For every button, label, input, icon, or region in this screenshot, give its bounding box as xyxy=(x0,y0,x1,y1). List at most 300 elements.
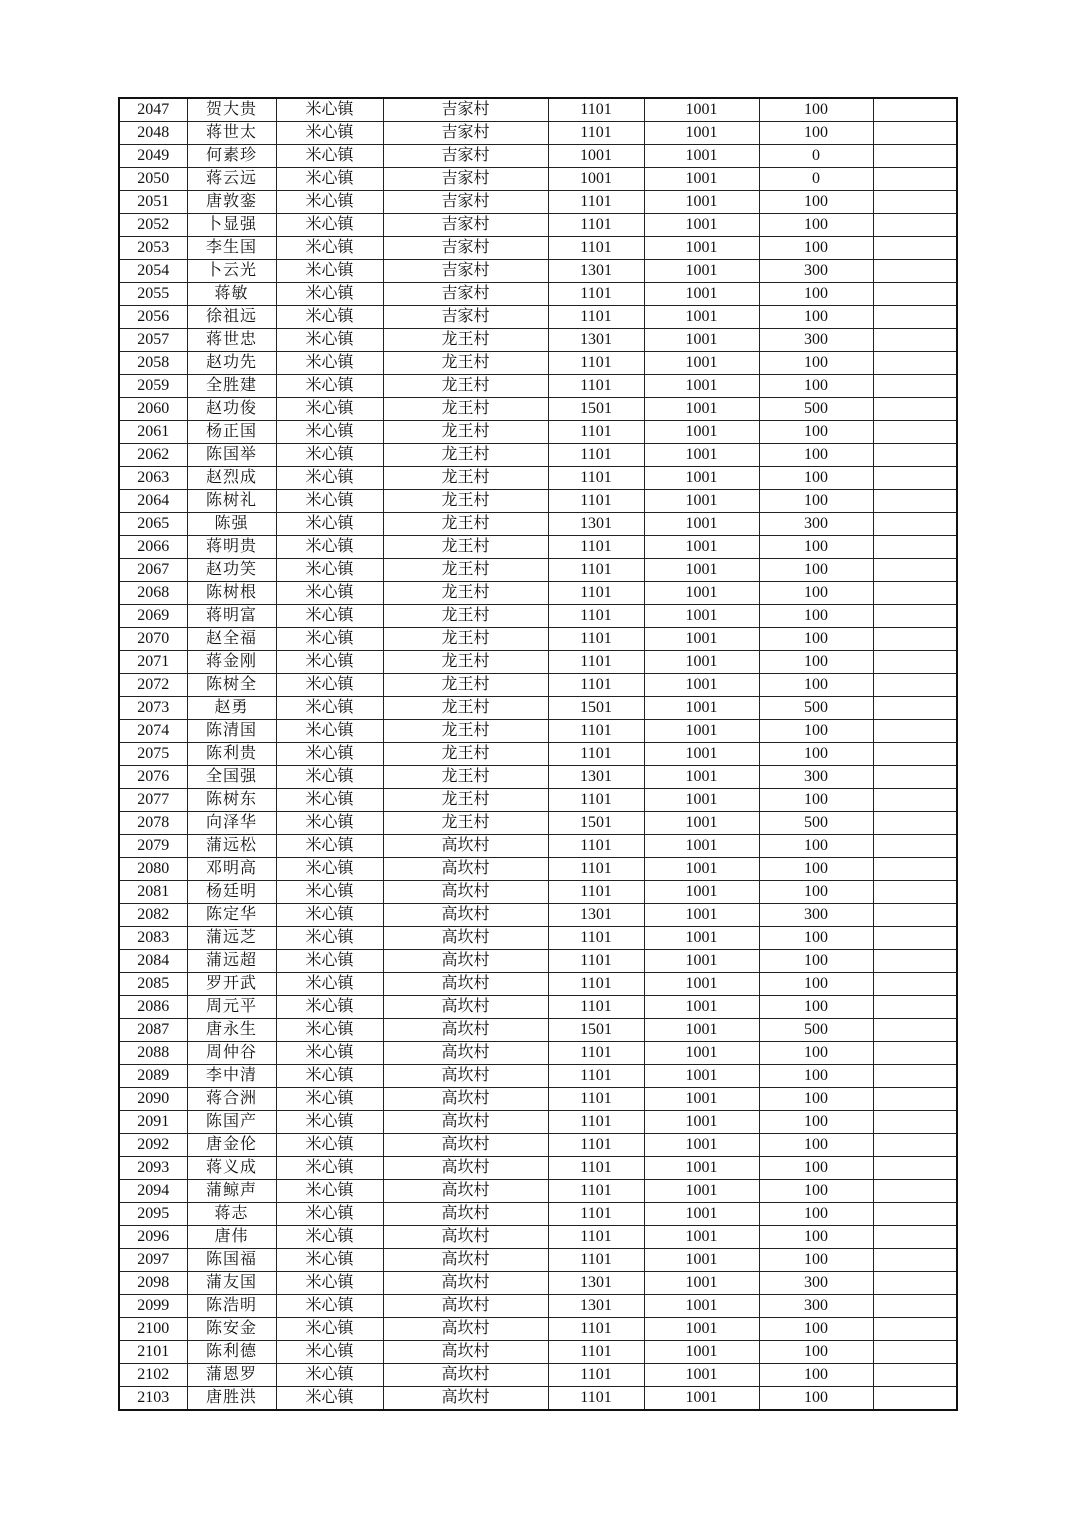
name-cell: 蒲恩罗 xyxy=(187,1364,276,1387)
table-row xyxy=(119,1364,957,1387)
code-b-cell: 1001 xyxy=(644,973,759,996)
amount-cell: 100 xyxy=(759,927,873,950)
name-cell: 陈树根 xyxy=(187,582,276,605)
code-a-cell: 1101 xyxy=(548,973,644,996)
amount-cell: 100 xyxy=(759,1203,873,1226)
amount-cell: 100 xyxy=(759,559,873,582)
code-a-cell: 1501 xyxy=(548,697,644,720)
remark-cell xyxy=(873,1249,957,1272)
serial-number-cell: 2101 xyxy=(119,1341,187,1364)
code-b-cell: 1001 xyxy=(644,191,759,214)
amount-cell: 100 xyxy=(759,743,873,766)
serial-number-cell: 2072 xyxy=(119,674,187,697)
table-row xyxy=(119,444,957,467)
code-b-cell: 1001 xyxy=(644,1387,759,1411)
remark-cell xyxy=(873,1111,957,1134)
amount-cell: 100 xyxy=(759,1387,873,1411)
code-a-cell: 1301 xyxy=(548,1272,644,1295)
name-cell: 唐敦銮 xyxy=(187,191,276,214)
table-row xyxy=(119,1272,957,1295)
table-row xyxy=(119,1249,957,1272)
remark-cell xyxy=(873,996,957,1019)
code-a-cell: 1101 xyxy=(548,1042,644,1065)
village-cell: 高坎村 xyxy=(383,835,548,858)
table-row xyxy=(119,1341,957,1364)
code-b-cell: 1001 xyxy=(644,927,759,950)
code-b-cell: 1001 xyxy=(644,1180,759,1203)
remark-cell xyxy=(873,812,957,835)
village-cell: 高坎村 xyxy=(383,1203,548,1226)
table-row xyxy=(119,1295,957,1318)
remark-cell xyxy=(873,191,957,214)
table-row xyxy=(119,98,957,122)
name-cell: 杨廷明 xyxy=(187,881,276,904)
code-a-cell: 1501 xyxy=(548,398,644,421)
name-cell: 陈浩明 xyxy=(187,1295,276,1318)
remark-cell xyxy=(873,467,957,490)
serial-number-cell: 2061 xyxy=(119,421,187,444)
town-cell: 米心镇 xyxy=(276,674,383,697)
table-row xyxy=(119,950,957,973)
code-a-cell: 1101 xyxy=(548,1180,644,1203)
name-cell: 蒋明贵 xyxy=(187,536,276,559)
remark-cell xyxy=(873,674,957,697)
table-row xyxy=(119,1065,957,1088)
village-cell: 龙王村 xyxy=(383,743,548,766)
code-b-cell: 1001 xyxy=(644,904,759,927)
name-cell: 蒋明富 xyxy=(187,605,276,628)
town-cell: 米心镇 xyxy=(276,927,383,950)
code-a-cell: 1101 xyxy=(548,1065,644,1088)
code-b-cell: 1001 xyxy=(644,628,759,651)
amount-cell: 100 xyxy=(759,1065,873,1088)
town-cell: 米心镇 xyxy=(276,1111,383,1134)
village-cell: 龙王村 xyxy=(383,628,548,651)
serial-number-cell: 2069 xyxy=(119,605,187,628)
town-cell: 米心镇 xyxy=(276,398,383,421)
remark-cell xyxy=(873,1180,957,1203)
remark-cell xyxy=(873,766,957,789)
table-row xyxy=(119,283,957,306)
remark-cell xyxy=(873,1203,957,1226)
remark-cell xyxy=(873,651,957,674)
village-cell: 吉家村 xyxy=(383,122,548,145)
serial-number-cell: 2055 xyxy=(119,283,187,306)
table-row xyxy=(119,927,957,950)
code-a-cell: 1101 xyxy=(548,306,644,329)
amount-cell: 500 xyxy=(759,812,873,835)
amount-cell: 100 xyxy=(759,421,873,444)
serial-number-cell: 2094 xyxy=(119,1180,187,1203)
name-cell: 陈国举 xyxy=(187,444,276,467)
town-cell: 米心镇 xyxy=(276,743,383,766)
town-cell: 米心镇 xyxy=(276,122,383,145)
village-cell: 吉家村 xyxy=(383,260,548,283)
code-b-cell: 1001 xyxy=(644,352,759,375)
amount-cell: 100 xyxy=(759,444,873,467)
amount-cell: 100 xyxy=(759,98,873,122)
town-cell: 米心镇 xyxy=(276,559,383,582)
town-cell: 米心镇 xyxy=(276,467,383,490)
name-cell: 周仲谷 xyxy=(187,1042,276,1065)
serial-number-cell: 2079 xyxy=(119,835,187,858)
town-cell: 米心镇 xyxy=(276,168,383,191)
village-cell: 吉家村 xyxy=(383,168,548,191)
remark-cell xyxy=(873,1157,957,1180)
code-b-cell: 1001 xyxy=(644,375,759,398)
serial-number-cell: 2059 xyxy=(119,375,187,398)
serial-number-cell: 2081 xyxy=(119,881,187,904)
remark-cell xyxy=(873,214,957,237)
town-cell: 米心镇 xyxy=(276,214,383,237)
table-row xyxy=(119,996,957,1019)
code-b-cell: 1001 xyxy=(644,98,759,122)
serial-number-cell: 2098 xyxy=(119,1272,187,1295)
table-row xyxy=(119,260,957,283)
table-row xyxy=(119,421,957,444)
town-cell: 米心镇 xyxy=(276,191,383,214)
amount-cell: 100 xyxy=(759,858,873,881)
name-cell: 邓明高 xyxy=(187,858,276,881)
town-cell: 米心镇 xyxy=(276,697,383,720)
village-cell: 龙王村 xyxy=(383,697,548,720)
code-a-cell: 1101 xyxy=(548,720,644,743)
town-cell: 米心镇 xyxy=(276,835,383,858)
amount-cell: 100 xyxy=(759,122,873,145)
town-cell: 米心镇 xyxy=(276,421,383,444)
code-b-cell: 1001 xyxy=(644,1157,759,1180)
code-a-cell: 1101 xyxy=(548,1226,644,1249)
serial-number-cell: 2099 xyxy=(119,1295,187,1318)
table-row xyxy=(119,1203,957,1226)
town-cell: 米心镇 xyxy=(276,973,383,996)
town-cell: 米心镇 xyxy=(276,513,383,536)
table-row xyxy=(119,628,957,651)
code-a-cell: 1301 xyxy=(548,766,644,789)
code-b-cell: 1001 xyxy=(644,283,759,306)
code-a-cell: 1301 xyxy=(548,1295,644,1318)
serial-number-cell: 2064 xyxy=(119,490,187,513)
serial-number-cell: 2103 xyxy=(119,1387,187,1411)
table-row xyxy=(119,766,957,789)
remark-cell xyxy=(873,1295,957,1318)
town-cell: 米心镇 xyxy=(276,720,383,743)
table-row xyxy=(119,605,957,628)
serial-number-cell: 2049 xyxy=(119,145,187,168)
code-b-cell: 1001 xyxy=(644,1341,759,1364)
amount-cell: 100 xyxy=(759,1180,873,1203)
village-cell: 龙王村 xyxy=(383,329,548,352)
name-cell: 蒲远芝 xyxy=(187,927,276,950)
table-row xyxy=(119,191,957,214)
village-cell: 龙王村 xyxy=(383,513,548,536)
remark-cell xyxy=(873,421,957,444)
town-cell: 米心镇 xyxy=(276,145,383,168)
village-cell: 龙王村 xyxy=(383,812,548,835)
code-b-cell: 1001 xyxy=(644,421,759,444)
town-cell: 米心镇 xyxy=(276,1226,383,1249)
table-row xyxy=(119,1088,957,1111)
serial-number-cell: 2048 xyxy=(119,122,187,145)
name-cell: 赵功笑 xyxy=(187,559,276,582)
village-cell: 龙王村 xyxy=(383,352,548,375)
code-a-cell: 1101 xyxy=(548,214,644,237)
remark-cell xyxy=(873,789,957,812)
amount-cell: 500 xyxy=(759,1019,873,1042)
name-cell: 蒲友国 xyxy=(187,1272,276,1295)
name-cell: 唐胜洪 xyxy=(187,1387,276,1411)
code-a-cell: 1101 xyxy=(548,996,644,1019)
amount-cell: 300 xyxy=(759,513,873,536)
table-row xyxy=(119,789,957,812)
town-cell: 米心镇 xyxy=(276,1203,383,1226)
remark-cell xyxy=(873,122,957,145)
town-cell: 米心镇 xyxy=(276,444,383,467)
amount-cell: 100 xyxy=(759,582,873,605)
table-row xyxy=(119,1111,957,1134)
code-b-cell: 1001 xyxy=(644,260,759,283)
code-a-cell: 1101 xyxy=(548,375,644,398)
code-a-cell: 1101 xyxy=(548,444,644,467)
serial-number-cell: 2052 xyxy=(119,214,187,237)
code-b-cell: 1001 xyxy=(644,950,759,973)
remark-cell xyxy=(873,973,957,996)
village-cell: 龙王村 xyxy=(383,720,548,743)
serial-number-cell: 2082 xyxy=(119,904,187,927)
code-a-cell: 1501 xyxy=(548,1019,644,1042)
remark-cell xyxy=(873,628,957,651)
amount-cell: 100 xyxy=(759,1088,873,1111)
table-row xyxy=(119,168,957,191)
amount-cell: 100 xyxy=(759,214,873,237)
village-cell: 高坎村 xyxy=(383,973,548,996)
amount-cell: 100 xyxy=(759,950,873,973)
remark-cell xyxy=(873,490,957,513)
amount-cell: 300 xyxy=(759,1272,873,1295)
village-cell: 龙王村 xyxy=(383,375,548,398)
village-cell: 高坎村 xyxy=(383,858,548,881)
serial-number-cell: 2084 xyxy=(119,950,187,973)
remark-cell xyxy=(873,98,957,122)
code-b-cell: 1001 xyxy=(644,329,759,352)
code-b-cell: 1001 xyxy=(644,559,759,582)
town-cell: 米心镇 xyxy=(276,1019,383,1042)
code-b-cell: 1001 xyxy=(644,697,759,720)
table-row xyxy=(119,858,957,881)
code-b-cell: 1001 xyxy=(644,1111,759,1134)
town-cell: 米心镇 xyxy=(276,375,383,398)
serial-number-cell: 2057 xyxy=(119,329,187,352)
table-row xyxy=(119,651,957,674)
code-a-cell: 1101 xyxy=(548,467,644,490)
table-row xyxy=(119,582,957,605)
name-cell: 周元平 xyxy=(187,996,276,1019)
serial-number-cell: 2076 xyxy=(119,766,187,789)
serial-number-cell: 2068 xyxy=(119,582,187,605)
code-b-cell: 1001 xyxy=(644,835,759,858)
village-cell: 吉家村 xyxy=(383,283,548,306)
amount-cell: 300 xyxy=(759,329,873,352)
village-cell: 高坎村 xyxy=(383,881,548,904)
serial-number-cell: 2087 xyxy=(119,1019,187,1042)
village-cell: 高坎村 xyxy=(383,1065,548,1088)
name-cell: 陈清国 xyxy=(187,720,276,743)
serial-number-cell: 2056 xyxy=(119,306,187,329)
code-a-cell: 1001 xyxy=(548,168,644,191)
amount-cell: 100 xyxy=(759,881,873,904)
town-cell: 米心镇 xyxy=(276,996,383,1019)
code-a-cell: 1101 xyxy=(548,835,644,858)
name-cell: 陈国福 xyxy=(187,1249,276,1272)
name-cell: 陈国产 xyxy=(187,1111,276,1134)
table-row xyxy=(119,145,957,168)
serial-number-cell: 2054 xyxy=(119,260,187,283)
town-cell: 米心镇 xyxy=(276,1272,383,1295)
code-b-cell: 1001 xyxy=(644,674,759,697)
town-cell: 米心镇 xyxy=(276,766,383,789)
town-cell: 米心镇 xyxy=(276,582,383,605)
serial-number-cell: 2090 xyxy=(119,1088,187,1111)
village-cell: 吉家村 xyxy=(383,191,548,214)
remark-cell xyxy=(873,444,957,467)
village-cell: 龙王村 xyxy=(383,651,548,674)
town-cell: 米心镇 xyxy=(276,605,383,628)
remark-cell xyxy=(873,306,957,329)
remark-cell xyxy=(873,950,957,973)
code-a-cell: 1101 xyxy=(548,1387,644,1411)
code-a-cell: 1101 xyxy=(548,1111,644,1134)
name-cell: 赵勇 xyxy=(187,697,276,720)
name-cell: 何素珍 xyxy=(187,145,276,168)
code-a-cell: 1101 xyxy=(548,559,644,582)
code-a-cell: 1101 xyxy=(548,536,644,559)
serial-number-cell: 2070 xyxy=(119,628,187,651)
serial-number-cell: 2083 xyxy=(119,927,187,950)
remark-cell xyxy=(873,1019,957,1042)
code-a-cell: 1101 xyxy=(548,651,644,674)
code-b-cell: 1001 xyxy=(644,1364,759,1387)
code-b-cell: 1001 xyxy=(644,444,759,467)
serial-number-cell: 2063 xyxy=(119,467,187,490)
code-a-cell: 1301 xyxy=(548,513,644,536)
code-a-cell: 1101 xyxy=(548,789,644,812)
serial-number-cell: 2050 xyxy=(119,168,187,191)
code-a-cell: 1301 xyxy=(548,260,644,283)
name-cell: 杨正国 xyxy=(187,421,276,444)
name-cell: 蒋敏 xyxy=(187,283,276,306)
village-cell: 高坎村 xyxy=(383,1295,548,1318)
code-a-cell: 1101 xyxy=(548,421,644,444)
town-cell: 米心镇 xyxy=(276,306,383,329)
remark-cell xyxy=(873,881,957,904)
code-b-cell: 1001 xyxy=(644,122,759,145)
village-cell: 吉家村 xyxy=(383,214,548,237)
remark-cell xyxy=(873,329,957,352)
town-cell: 米心镇 xyxy=(276,283,383,306)
town-cell: 米心镇 xyxy=(276,260,383,283)
table-row xyxy=(119,1042,957,1065)
name-cell: 蒋云远 xyxy=(187,168,276,191)
amount-cell: 100 xyxy=(759,1318,873,1341)
serial-number-cell: 2095 xyxy=(119,1203,187,1226)
serial-number-cell: 2058 xyxy=(119,352,187,375)
serial-number-cell: 2093 xyxy=(119,1157,187,1180)
code-b-cell: 1001 xyxy=(644,582,759,605)
village-cell: 吉家村 xyxy=(383,306,548,329)
name-cell: 蒋志 xyxy=(187,1203,276,1226)
name-cell: 赵功俊 xyxy=(187,398,276,421)
village-cell: 龙王村 xyxy=(383,766,548,789)
town-cell: 米心镇 xyxy=(276,329,383,352)
remark-cell xyxy=(873,697,957,720)
code-b-cell: 1001 xyxy=(644,513,759,536)
code-b-cell: 1001 xyxy=(644,536,759,559)
table-row xyxy=(119,1387,957,1411)
remark-cell xyxy=(873,835,957,858)
serial-number-cell: 2102 xyxy=(119,1364,187,1387)
town-cell: 米心镇 xyxy=(276,881,383,904)
name-cell: 李生国 xyxy=(187,237,276,260)
village-cell: 龙王村 xyxy=(383,536,548,559)
remark-cell xyxy=(873,927,957,950)
code-b-cell: 1001 xyxy=(644,1226,759,1249)
village-cell: 高坎村 xyxy=(383,1134,548,1157)
code-b-cell: 1001 xyxy=(644,1134,759,1157)
amount-cell: 500 xyxy=(759,398,873,421)
name-cell: 陈树东 xyxy=(187,789,276,812)
name-cell: 陈定华 xyxy=(187,904,276,927)
code-b-cell: 1001 xyxy=(644,168,759,191)
code-a-cell: 1101 xyxy=(548,1249,644,1272)
amount-cell: 100 xyxy=(759,306,873,329)
serial-number-cell: 2080 xyxy=(119,858,187,881)
code-b-cell: 1001 xyxy=(644,996,759,1019)
town-cell: 米心镇 xyxy=(276,858,383,881)
code-b-cell: 1001 xyxy=(644,651,759,674)
name-cell: 蒲远松 xyxy=(187,835,276,858)
amount-cell: 100 xyxy=(759,973,873,996)
serial-number-cell: 2051 xyxy=(119,191,187,214)
name-cell: 蒲远超 xyxy=(187,950,276,973)
remark-cell xyxy=(873,1387,957,1411)
code-b-cell: 1001 xyxy=(644,1272,759,1295)
amount-cell: 100 xyxy=(759,375,873,398)
remark-cell xyxy=(873,1341,957,1364)
amount-cell: 100 xyxy=(759,536,873,559)
name-cell: 全胜建 xyxy=(187,375,276,398)
village-cell: 高坎村 xyxy=(383,1019,548,1042)
town-cell: 米心镇 xyxy=(276,1157,383,1180)
amount-cell: 100 xyxy=(759,651,873,674)
village-cell: 高坎村 xyxy=(383,1180,548,1203)
remark-cell xyxy=(873,145,957,168)
serial-number-cell: 2089 xyxy=(119,1065,187,1088)
code-a-cell: 1101 xyxy=(548,98,644,122)
code-b-cell: 1001 xyxy=(644,306,759,329)
town-cell: 米心镇 xyxy=(276,628,383,651)
table-row xyxy=(119,536,957,559)
town-cell: 米心镇 xyxy=(276,950,383,973)
code-a-cell: 1101 xyxy=(548,1157,644,1180)
amount-cell: 100 xyxy=(759,352,873,375)
village-cell: 龙王村 xyxy=(383,467,548,490)
name-cell: 唐永生 xyxy=(187,1019,276,1042)
serial-number-cell: 2073 xyxy=(119,697,187,720)
code-b-cell: 1001 xyxy=(644,398,759,421)
town-cell: 米心镇 xyxy=(276,536,383,559)
name-cell: 徐祖远 xyxy=(187,306,276,329)
serial-number-cell: 2060 xyxy=(119,398,187,421)
